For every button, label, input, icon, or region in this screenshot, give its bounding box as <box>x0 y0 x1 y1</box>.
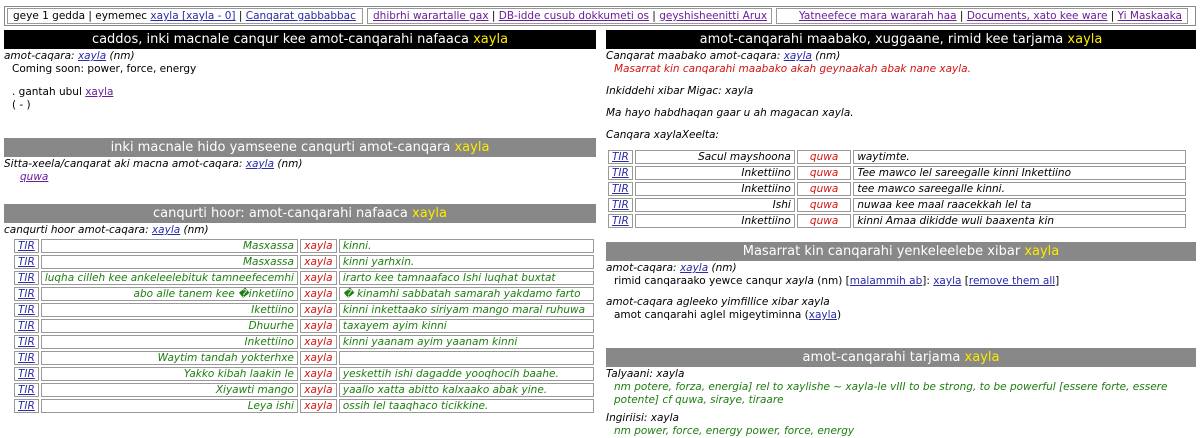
nav-box-help: Yatneefece mara wararah haa | Documents, xato kee ware | Yi Maskaaka <box>776 8 1188 24</box>
english-text: nm power, force, energy power, force, energy <box>614 425 855 437</box>
section-hoor <box>4 223 596 415</box>
table-row <box>608 166 1186 180</box>
nav-sep: | <box>235 10 246 22</box>
masarrat-link[interactable]: xayla <box>679 262 709 274</box>
tir-link[interactable]: TIR <box>18 320 35 332</box>
target-cell: kinni inkettaako siriyam mango maral ruhuwa <box>339 303 594 317</box>
headword-cell: quwa <box>797 182 852 196</box>
headword-cell: xayla <box>300 383 337 397</box>
gantah-label: . gantah ubul <box>12 86 86 98</box>
source-cell: Inkettiino <box>635 166 795 180</box>
source-cell: Xiyawti mango <box>41 383 298 397</box>
header-word: xayla <box>412 206 447 221</box>
source-cell: Waytim tandah yokterhxe <box>41 351 298 365</box>
quwa-link[interactable]: quwa <box>20 171 49 183</box>
tir-link[interactable]: TIR <box>612 151 629 163</box>
headword-cell: xayla <box>300 367 337 381</box>
tir-link[interactable]: TIR <box>18 384 35 396</box>
section-header-tarjama <box>606 348 1196 367</box>
entry-pos: (nm) <box>106 50 135 62</box>
italian-label: Talyaani: xayla <box>606 368 685 380</box>
nav-link-word[interactable]: xayla [xayla - 0] <box>150 10 236 22</box>
entry-pos: (nm) <box>274 158 303 170</box>
entry-link[interactable]: xayla <box>77 50 107 62</box>
headword-cell: xayla <box>300 351 337 365</box>
nav-link-documents[interactable]: Documents, xato kee ware <box>966 10 1108 22</box>
target-cell: Tee mawco lel sareegalle kinni Inkettiino <box>853 166 1186 180</box>
aglel-end: ) <box>836 309 842 321</box>
headword-cell: xayla <box>300 239 337 253</box>
nav-link-canqarat[interactable]: Canqarat gabbabbac <box>245 10 356 22</box>
source-cell: Inkettiino <box>41 335 298 349</box>
agleeko-line: amot-caqara agleeko yimfillice xibar xayla <box>606 296 830 308</box>
headword-cell: quwa <box>797 198 852 212</box>
table-row <box>14 383 594 397</box>
tir-link[interactable]: TIR <box>612 183 629 195</box>
entry-label: Sitta-xeela/canqarat aki macna amot-caqara: <box>4 158 246 170</box>
masarrat-label: amot-caqara: <box>606 262 680 274</box>
target-cell <box>339 351 594 365</box>
headword-cell: quwa <box>797 150 852 164</box>
maabako-label: Canqarat maabako amot-caqara: <box>606 50 784 62</box>
target-cell: nuwaa kee maal raacekkah lel ta <box>853 198 1186 212</box>
headword-cell: xayla <box>300 335 337 349</box>
entry-label: canqurti hoor amot-caqara: <box>4 224 152 236</box>
aglel-text: amot canqarahi aglel migeytiminna ( <box>614 309 809 321</box>
section-header-caddos <box>4 30 596 49</box>
nav-box-db: dhibrhi warartalle gax | DB-idde cusub dokkumeti os | geyshisheenitti Arux <box>367 8 772 24</box>
table-row <box>14 351 594 365</box>
migac-line: Inkiddehi xibar Migac: xayla <box>606 85 754 97</box>
section-tarjama <box>606 367 1196 438</box>
table-row <box>14 239 594 253</box>
rimid-pos: (nm) [ <box>813 275 850 287</box>
headword-cell: xayla <box>300 271 337 285</box>
nav-link-maskaaka[interactable]: Yi Maskaaka <box>1117 10 1182 22</box>
nav-link-yatneefece[interactable]: Yatneefece mara wararah haa <box>798 10 957 22</box>
table-row <box>14 271 594 285</box>
nav-link-geyshi[interactable]: geyshisheenitti Arux <box>659 10 768 22</box>
entry-link[interactable]: xayla <box>245 158 275 170</box>
tir-cell <box>14 351 39 365</box>
entry-label: amot-caqara: <box>4 50 78 62</box>
tir-cell <box>14 335 39 349</box>
target-cell: yeskettih ishi dagadde yooqhocih baahe. <box>339 367 594 381</box>
maabako-link[interactable]: xayla <box>783 50 812 62</box>
top-nav <box>4 6 1196 26</box>
tir-cell <box>608 150 633 164</box>
tir-cell <box>14 271 39 285</box>
table-row <box>14 399 594 413</box>
tir-cell <box>14 383 39 397</box>
maabako-note: Masarrat kin canqarahi maabako akah geynaakah abak nane xayla. <box>614 63 971 75</box>
headword-cell: quwa <box>797 166 852 180</box>
left-column <box>4 28 596 415</box>
tir-link[interactable]: TIR <box>18 272 35 284</box>
table-row <box>608 150 1186 164</box>
rimid-text: rimid canqaraako yewce canqur <box>614 275 786 287</box>
tir-link[interactable]: TIR <box>18 256 35 268</box>
source-cell: luqha cilleh kee ankeleelebituk tamneefecemhi <box>41 271 298 285</box>
rimid-word: xayla <box>785 275 814 287</box>
source-cell: Inkettiino <box>635 214 795 228</box>
english-label: Ingiriisi: xayla <box>606 412 679 424</box>
target-cell: waytimte. <box>853 150 1186 164</box>
tir-cell <box>14 287 39 301</box>
headword-cell: xayla <box>300 303 337 317</box>
table-row <box>608 198 1186 212</box>
source-cell: Leya ishi <box>41 399 298 413</box>
remove-all-link[interactable]: remove them all <box>968 275 1056 287</box>
source-cell: Ishi <box>635 198 795 212</box>
nav-link-dhibrhi[interactable]: dhibrhi warartalle gax <box>373 10 489 22</box>
table-row <box>14 367 594 381</box>
tir-link[interactable]: TIR <box>612 167 629 179</box>
tir-link[interactable]: TIR <box>18 352 35 364</box>
target-cell: � kinamhi sabbatah samarah yakdamo farto <box>339 287 594 301</box>
tir-link[interactable]: TIR <box>18 400 35 412</box>
source-cell: Sacul mayshoona <box>635 150 795 164</box>
italian-text: nm potere, forza, energia] rel to xaylishe ~ xayla-le vIII to be strong, to be powerful [essere forte, essere potente] cf quwa, siraye, tiraare <box>614 381 1168 406</box>
table-row <box>14 287 594 301</box>
tir-cell <box>14 399 39 413</box>
nav-link-db[interactable]: DB-idde cusub dokkumeti os <box>498 10 649 22</box>
headword-cell: quwa <box>797 214 852 228</box>
target-cell: kinni. <box>339 239 594 253</box>
tir-link[interactable]: TIR <box>612 215 629 227</box>
target-cell: ossih lel taaqhaco ticikkine. <box>339 399 594 413</box>
tir-cell <box>608 182 633 196</box>
header-text: inki macnale hido yamseene canqurti amot-canqara <box>110 140 455 155</box>
headword-cell: xayla <box>300 287 337 301</box>
tir-cell <box>14 319 39 333</box>
habdhaqan-line: Ma hayo habdhaqan gaar u ah magacan xayla. <box>606 107 854 119</box>
section-hido <box>4 157 596 184</box>
source-cell: Masxassa <box>41 255 298 269</box>
target-cell: irarto kee tamnaafaco Ishi luqhat buxtat <box>339 271 594 285</box>
header-word: xayla <box>473 32 509 47</box>
source-cell: Ikettiino <box>41 303 298 317</box>
header-text: amot-canqarahi tarjama <box>802 350 965 365</box>
right-column <box>606 28 1196 438</box>
source-cell: Masxassa <box>41 239 298 253</box>
source-cell: abo alle tanem kee �inketiino <box>41 287 298 301</box>
tir-cell <box>608 214 633 228</box>
headword-cell: xayla <box>300 255 337 269</box>
coming-soon-text: Coming soon: power, force, energy <box>12 63 197 75</box>
target-cell: kinni yaanam ayim yaanam kinni <box>339 335 594 349</box>
headword-cell: xayla <box>300 319 337 333</box>
headword-cell: xayla <box>300 399 337 413</box>
entry-link[interactable]: xayla <box>151 224 181 236</box>
table-row <box>14 335 594 349</box>
tir-link[interactable]: TIR <box>18 368 35 380</box>
tir-cell <box>14 255 39 269</box>
section-caddos <box>4 49 596 112</box>
tir-cell <box>14 239 39 253</box>
target-cell: yaallo xatta abitto kalxaako abak yine. <box>339 383 594 397</box>
tir-link[interactable]: TIR <box>612 199 629 211</box>
tir-cell <box>608 166 633 180</box>
header-word: xayla <box>1067 32 1103 47</box>
header-word: xayla <box>454 140 490 155</box>
target-cell: taxayem ayim kinni <box>339 319 594 333</box>
tir-cell <box>14 303 39 317</box>
left-translation-table <box>12 237 596 415</box>
entry-pos: (nm) <box>180 224 209 236</box>
table-row <box>14 303 594 317</box>
tir-cell <box>608 198 633 212</box>
tir-link[interactable]: TIR <box>18 336 35 348</box>
nav-prefix: geye 1 gedda | eymemec <box>13 10 151 22</box>
maabako-pos: (nm) <box>811 50 841 62</box>
target-cell: tee mawco sareegalle kinni. <box>853 182 1186 196</box>
aglel-link[interactable]: xayla <box>808 309 837 321</box>
header-word: xayla <box>964 350 1000 365</box>
header-text: canqurti hoor: amot-canqarahi nafaaca <box>153 206 413 221</box>
header-word: xayla <box>1024 244 1060 259</box>
masarrat-pos: (nm) <box>708 262 737 274</box>
nav-box-main <box>7 8 363 24</box>
xeelta-line: Canqara xaylaXeelta: <box>606 129 719 141</box>
source-cell: Dhuurhe <box>41 319 298 333</box>
rimid-end: ] <box>1055 275 1060 287</box>
table-row <box>608 214 1186 228</box>
rimid-sep2: [ <box>961 275 969 287</box>
tir-link[interactable]: TIR <box>18 288 35 300</box>
section-header-masarrat <box>606 242 1196 261</box>
source-cell: Yakko kibah laakin le <box>41 367 298 381</box>
header-text: caddos, inki macnale canqur kee amot-canqarahi nafaaca <box>91 32 474 47</box>
gantah-link[interactable]: xayla <box>85 86 114 98</box>
source-cell: Inkettiino <box>635 182 795 196</box>
section-maabako <box>606 49 1196 230</box>
table-row <box>14 319 594 333</box>
tir-link[interactable]: TIR <box>18 304 35 316</box>
section-header-hido <box>4 138 596 157</box>
section-masarrat <box>606 261 1196 322</box>
table-row <box>608 182 1186 196</box>
target-cell: kinni yarhxin. <box>339 255 594 269</box>
tir-cell <box>14 367 39 381</box>
section-header-hoor <box>4 204 596 223</box>
target-cell: kinni Amaa dikidde wuli baaxenta kin <box>853 214 1186 228</box>
gantah-paren: ( - ) <box>12 99 31 111</box>
right-translation-table <box>606 148 1188 230</box>
header-text: Masarrat kin canqarahi yenkeleelebe xibar <box>742 244 1025 259</box>
rimid-xayla-link[interactable]: xayla <box>933 275 962 287</box>
rimid-sep: ]: <box>922 275 934 287</box>
table-row <box>14 255 594 269</box>
tir-link[interactable]: TIR <box>18 240 35 252</box>
header-text: amot-canqarahi maabako, xuggaane, rimid kee tarjama <box>699 32 1068 47</box>
section-header-maabako <box>606 30 1196 49</box>
malammih-link[interactable]: malammih ab <box>849 275 923 287</box>
